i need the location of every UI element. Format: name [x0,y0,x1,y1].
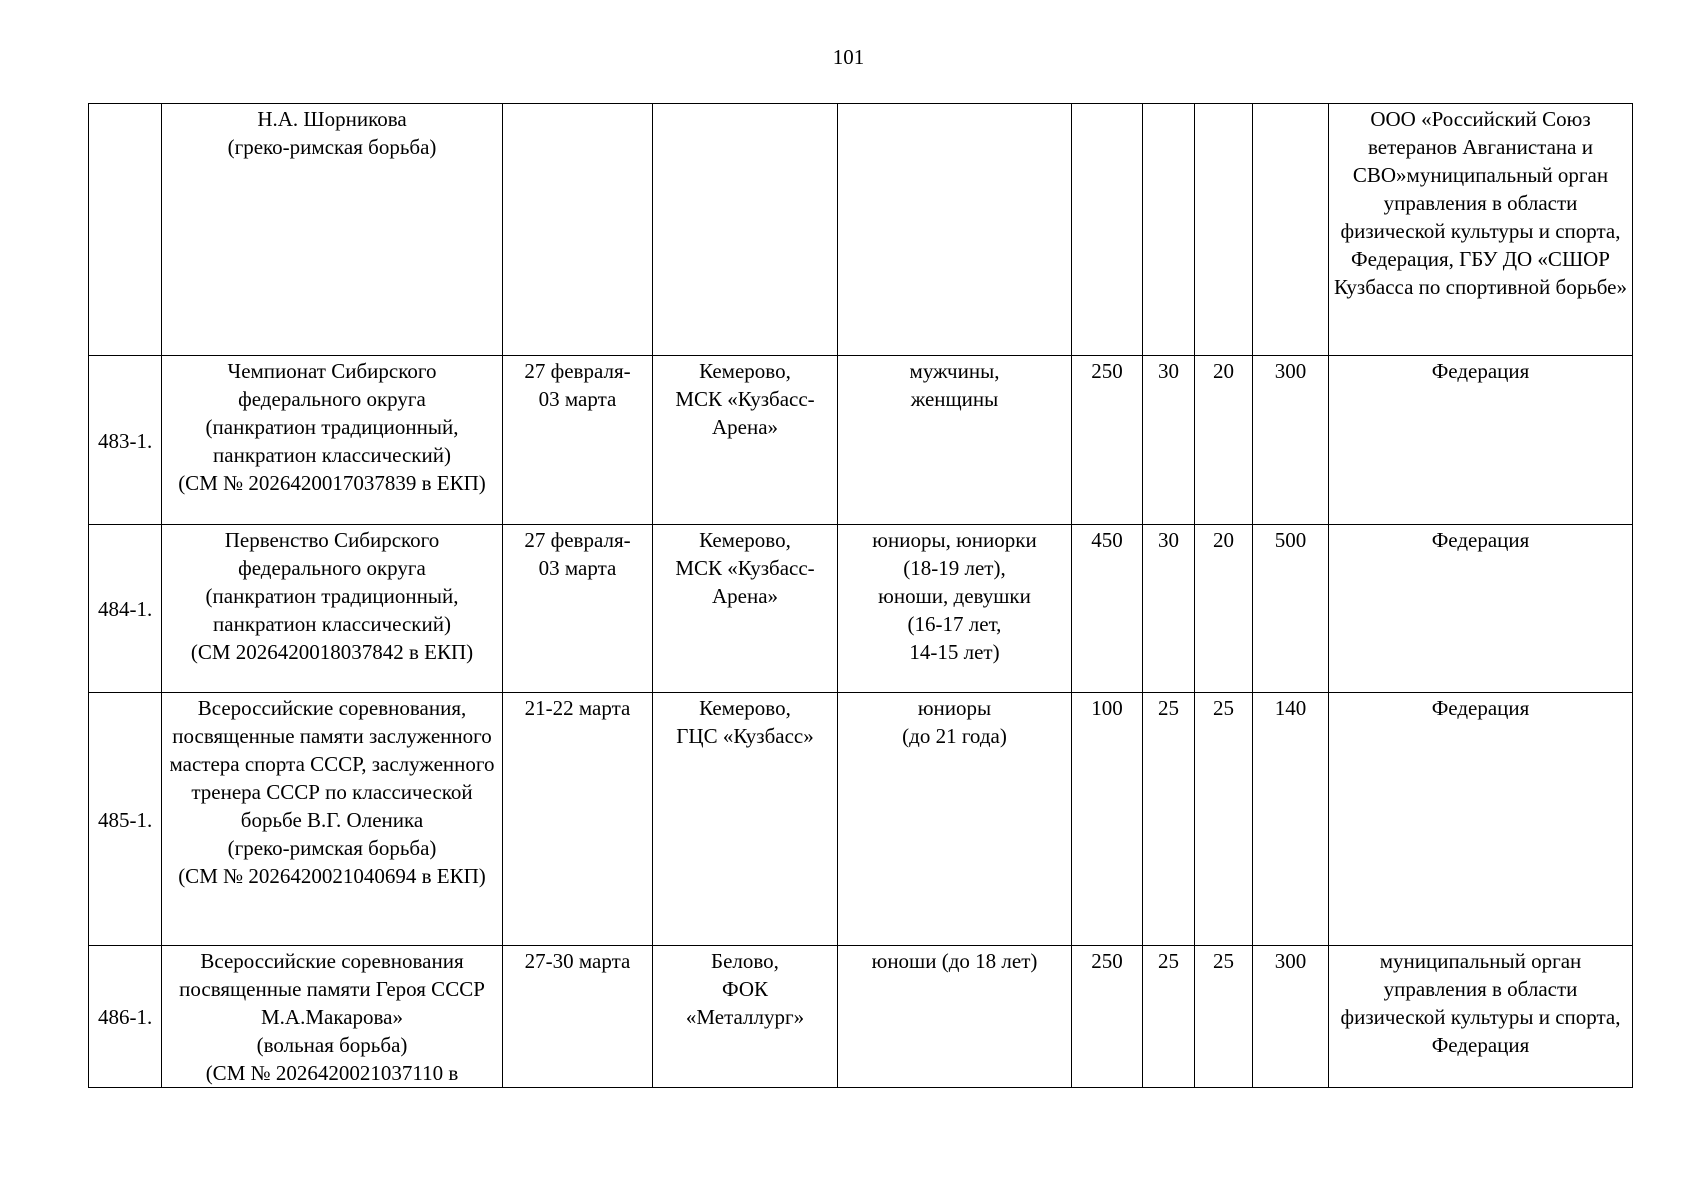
event-name: Н.А. Шорникова (греко-римская борьба) [162,104,503,356]
event-count-coaches: 25 [1143,946,1195,1088]
page-number: 101 [832,45,865,69]
table-row [89,946,1633,1088]
event-count-coaches: 30 [1143,356,1195,525]
event-name: Первенство Сибирского федерального округа (панкратион традиционный, панкратион классический) (СМ 2026420018037842 в ЕКП) [162,525,503,693]
event-count-judges: 20 [1195,356,1253,525]
table-row [89,525,1633,693]
event-participants: юноши (до 18 лет) [838,946,1072,1088]
event-count-total: 300 [1253,946,1329,1088]
event-count-athletes: 100 [1072,693,1143,946]
event-count-athletes [1072,104,1143,356]
event-count-judges [1195,104,1253,356]
event-count-total: 500 [1253,525,1329,693]
table-row [89,356,1633,525]
event-venue: Кемерово, МСК «Кузбасс-Арена» [653,356,838,525]
event-organizer: Федерация [1329,693,1633,946]
events-table [88,103,1633,1088]
event-name: Всероссийские соревнования, посвященные памяти заслуженного мастера спорта СССР, заслуженного тренера СССР по классической борьбе В.Г. Оленика (греко-римская борьба) (СМ № 2026420021040694 в ЕКП) [162,693,503,946]
event-count-athletes: 250 [1072,946,1143,1088]
event-venue: Белово, ФОК «Металлург» [653,946,838,1088]
event-organizer: муниципальный орган управления в области физической культуры и спорта, Федерация [1329,946,1633,1088]
event-dates: 27 февраля- 03 марта [503,356,653,525]
event-number [89,104,162,356]
event-organizer: Федерация [1329,525,1633,693]
event-count-athletes: 250 [1072,356,1143,525]
event-participants: юниоры, юниорки (18-19 лет), юноши, девушки (16-17 лет, 14-15 лет) [838,525,1072,693]
event-participants: мужчины, женщины [838,356,1072,525]
event-participants: юниоры (до 21 года) [838,693,1072,946]
event-count-total: 300 [1253,356,1329,525]
event-count-judges: 25 [1195,693,1253,946]
event-count-coaches: 25 [1143,693,1195,946]
event-count-judges: 25 [1195,946,1253,1088]
event-number: 485-1. [89,693,162,946]
event-dates: 21-22 марта [503,693,653,946]
event-dates: 27-30 марта [503,946,653,1088]
event-count-athletes: 450 [1072,525,1143,693]
event-venue: Кемерово, ГЦС «Кузбасс» [653,693,838,946]
event-dates [503,104,653,356]
event-venue [653,104,838,356]
event-dates: 27 февраля- 03 марта [503,525,653,693]
event-organizer: Федерация [1329,356,1633,525]
table-row [89,104,1633,356]
event-venue: Кемерово, МСК «Кузбасс-Арена» [653,525,838,693]
table-row [89,693,1633,946]
event-name: Чемпионат Сибирского федерального округа (панкратион традиционный, панкратион классический) (СМ № 2026420017037839 в ЕКП) [162,356,503,525]
event-count-coaches: 30 [1143,525,1195,693]
event-number: 483-1. [89,356,162,525]
event-count-total: 140 [1253,693,1329,946]
event-name: Всероссийские соревнования посвященные памяти Героя СССР М.А.Макарова» (вольная борьба) (СМ № 2026420021037110 в [162,946,503,1088]
event-number: 486-1. [89,946,162,1088]
event-count-judges: 20 [1195,525,1253,693]
event-count-total [1253,104,1329,356]
event-count-coaches [1143,104,1195,356]
event-organizer: ООО «Российский Союз ветеранов Авганистана и СВО»муниципальный орган управления в области физической культуры и спорта, Федерация, ГБУ ДО «СШОР Кузбасса по спортивной борьбе» [1329,104,1633,356]
event-number: 484-1. [89,525,162,693]
event-participants [838,104,1072,356]
